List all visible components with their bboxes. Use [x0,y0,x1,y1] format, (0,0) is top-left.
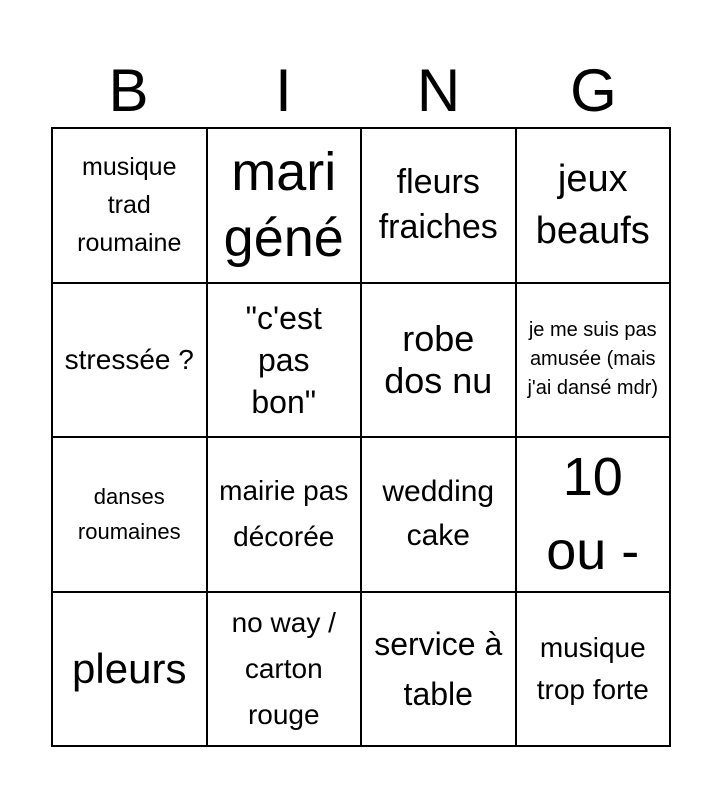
cell-text: fleurs fraiches [378,163,498,247]
header-letter-i: I [275,57,292,124]
bingo-grid [51,127,671,747]
cell-text: wedding cake [382,475,495,553]
bingo-cell[interactable] [516,437,671,592]
cell-text: "c'est pas bon" [245,299,322,420]
header-letter-n: N [416,57,461,124]
cell-text: stressée ? [64,343,194,375]
cell-text: service à table [374,625,503,712]
bingo-cell[interactable] [52,592,207,747]
bingo-cell[interactable] [361,437,516,592]
header-letter-g: G [570,57,617,124]
cell-text: danses roumaines [77,484,181,545]
bingo-cell[interactable] [361,283,516,438]
cell-text: pleurs [72,644,187,692]
cell-text: 10 ou - [546,447,640,582]
cell-text: je me suis pas amusée (mais j'ai dansé mdr) [527,319,659,400]
bingo-cell[interactable] [52,437,207,592]
header-letter-b: B [108,57,149,124]
bingo-cell[interactable] [52,128,207,283]
cell-text: mairie pas décorée [219,475,349,553]
bingo-cell[interactable] [516,283,671,438]
bingo-cell[interactable] [516,128,671,283]
bingo-cell[interactable] [361,592,516,747]
bingo-cell[interactable] [207,437,362,592]
bingo-cell[interactable] [207,592,362,747]
bingo-cell[interactable] [52,283,207,438]
cell-text: robe dos nu [384,317,493,401]
cell-text: musique trop forte [536,631,649,705]
cell-text: no way / carton rouge [231,606,336,730]
bingo-cell[interactable] [361,128,516,283]
bingo-cell[interactable] [207,283,362,438]
cell-text: mari géné [223,142,344,269]
cell-text: musique trad roumaine [77,153,182,258]
bingo-cell[interactable] [207,128,362,283]
cell-text: jeux beaufs [535,158,650,253]
bingo-header [51,58,671,124]
bingo-cell[interactable] [516,592,671,747]
